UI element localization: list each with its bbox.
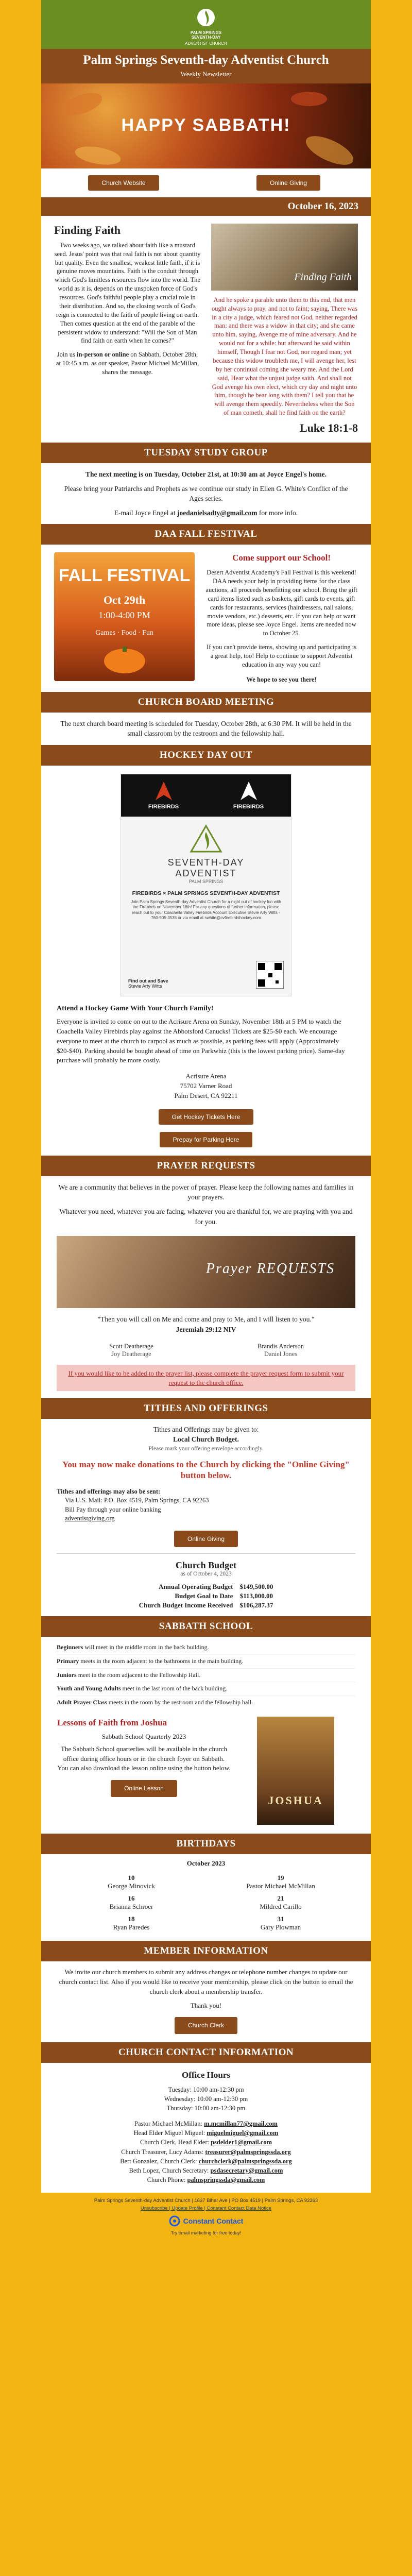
- prayer-hero: [57, 1236, 355, 1308]
- church-name: Palm Springs Seventh-day Adventist Church: [83, 53, 329, 67]
- ss-item: [57, 1669, 355, 1683]
- contact-role: Beth Lopez, Church Secretary: [129, 2166, 207, 2174]
- birthday-name: Pastor Michael McMillan: [246, 1882, 315, 1890]
- ss-item-head: Primary: [57, 1657, 79, 1665]
- member-band: MEMBER INFORMATION: [41, 1941, 371, 1961]
- member-section: [41, 1961, 371, 2042]
- fall-body: Desert Adventist Academy's Fall Festival is this weekend! DAA needs your help in providing items for the class auctions, all proceeds benefitting our school. Bring the gift card items listed such as baskets, gift cards to events, gift cards for restaurants, services (hairdressers, nail salons, movie vendors, etc.) desserts, etc. If you can help or want more ideas, please see Joyce Engel. Items are needed now to October 25.: [205, 569, 357, 637]
- birthdays-section: [41, 1854, 371, 1941]
- ss-item-head: Juniors: [57, 1671, 77, 1679]
- join-bold: in-person or online: [77, 351, 129, 359]
- prayer-hero-text: Prayer REQUESTS: [205, 1261, 335, 1277]
- lesson-section: [41, 1712, 371, 1834]
- budget-line1-label: Annual Operating Budget: [158, 1583, 233, 1591]
- tuesday-band: TUESDAY STUDY GROUP: [41, 443, 371, 463]
- church-clerk-button[interactable]: Church Clerk: [175, 2017, 237, 2034]
- flyer-title: FALL FESTIVAL: [58, 566, 191, 586]
- sda-flame-icon: [188, 824, 224, 855]
- lesson-body: The Sabbath School quarterlies will be available in the church office during office hours or in the church foyer on Sabbath. You can also download the lesson online using the button below.: [57, 1745, 231, 1772]
- contact-row: Church Phone: palmspringssda@gmail.com: [147, 2176, 265, 2183]
- fall-body2: If you can't provide items, showing up and participating is a great help, too! Help to continue to support Adventist education in any way you can!: [207, 643, 357, 668]
- birthdays-sub: October 2023: [186, 1859, 226, 1868]
- faith-section: [41, 216, 371, 443]
- flyer-findout: Find out and Save: [128, 978, 168, 984]
- flyer-contact: Stevie Arty Witts: [128, 983, 162, 989]
- cc-badge[interactable]: [169, 2215, 244, 2227]
- ss-item-text: meets in the room by the restroom and the fellowship hall.: [108, 1698, 253, 1706]
- prayer-name1-sub: Joy Deatherage: [111, 1350, 151, 1358]
- tithes-band: TITHES AND OFFERINGS: [41, 1398, 371, 1419]
- cc-brand: Constant Contact: [183, 2217, 244, 2225]
- hockey-tickets-button[interactable]: Get Hockey Tickets Here: [159, 1109, 254, 1125]
- tuesday-section: [41, 463, 371, 524]
- office-hours2: Wednesday: 10:00 am-12:30 pm: [164, 2095, 248, 2103]
- mail-head: Tithes and offerings may also be sent:: [57, 1487, 161, 1495]
- contact-email[interactable]: psdelder1@gmail.com: [211, 2139, 272, 2146]
- tithes-section: [41, 1419, 371, 1553]
- ss-item-text: will meet in the middle room in the back building.: [84, 1643, 209, 1651]
- ss-item: [57, 1641, 355, 1655]
- contact-role: Head Elder Miguel Miguel: [133, 2129, 203, 2137]
- faith-left-text: Two weeks ago, we talked about faith like a mustard seed. Jesus' point was that real faith is not about quantity but quality. Even the smallest, weakest little faith, if it is genuine moves mountains. Faith is the conduit through which God's limitless resources flow into the world. The world as it is, depends on the unspoken force of God's resources. God's faithful people play a crucial role in their distribution. And so, the closing words of God's reign is connected to the faith of people living on earth. Then comes question at the end of the parable of the persistent widow to understand: "Will the Son of Man find faith on earth when he comes?": [54, 241, 201, 345]
- faith-scripture: And he spoke a parable unto them to this end, that men ought always to pray, and not to faint; saying, There was in a city a judge, which feared not God, neither regarded man: and there was a widow in that city; and she came unto him, saying, Avenge me of mine adversary. And he would not for a while: but afterward he said within himself, Though I fear not God, nor regard man; yet because this widow troubleth me, I will avenge her, lest by her continual coming she weary me. And the Lord said, Hear what the unjust judge saith. And shall not God avenge his own elect, which cry day and night unto him, though he bear long with them? I tell you that he will avenge them speedily. Nevertheless when the Son of man cometh, shall he find faith on the earth?: [212, 296, 357, 417]
- tithes-mail: [57, 1487, 355, 1523]
- church-logo: [175, 7, 237, 39]
- contact-row: Church Treasurer, Lucy Adams: treasurer@palmspringssda.org: [121, 2148, 291, 2156]
- contact-row: Church Clerk, Head Elder: psdelder1@gmail.com: [140, 2139, 272, 2146]
- birthday-name: Ryan Paredes: [113, 1923, 150, 1931]
- birthday-name: Brianna Schroer: [109, 1903, 153, 1911]
- contact-email[interactable]: m.mcmillan77@gmail.com: [204, 2120, 278, 2128]
- budget-line3-value: $106,287.37: [239, 1601, 273, 1609]
- contact-email[interactable]: miguelmiguel@gmail.com: [207, 2129, 279, 2137]
- tuesday-line3: [57, 508, 355, 518]
- faith-reference: Luke 18:1-8: [299, 421, 358, 434]
- logo-line1: PALM SPRINGS: [190, 30, 222, 35]
- birthday-date: 10: [128, 1874, 135, 1882]
- ss-item-text: meet in the room adjacent to the Fellowship Hall.: [78, 1671, 201, 1679]
- flyer-date: Oct 29th: [103, 594, 146, 607]
- fall-heading: Come support our School!: [232, 553, 331, 563]
- board-band: CHURCH BOARD MEETING: [41, 692, 371, 713]
- ss-item-text: meet in the last room of the back building.: [122, 1685, 228, 1692]
- office-hours1: Tuesday: 10:00 am-12:30 pm: [168, 2086, 244, 2093]
- fall-band: DAA FALL FESTIVAL: [41, 524, 371, 545]
- hero-image: [41, 83, 371, 168]
- member-text: We invite our church members to submit any address changes or telephone number changes to update our church contact list. Also if you would like to receive your membership, please click on the button to email the church clerk about a membership transfer.: [59, 1968, 353, 1996]
- flyer-sub: Games · Food · Fun: [95, 629, 153, 637]
- prayer-verse-block: [41, 1315, 371, 1339]
- faith-image-caption: Finding Faith: [294, 271, 352, 283]
- contact-email[interactable]: churchclerk@palmspringssda.org: [198, 2157, 292, 2165]
- contact-row: Head Elder Miguel Miguel: miguelmiguel@gmail.com: [133, 2129, 279, 2137]
- mail-item1: Via U.S. Mail: P.O. Box 4519, Palm Springs, CA 92263: [65, 1497, 209, 1504]
- prayer-name1: Scott Deatherage: [109, 1343, 153, 1350]
- ss-item-head: Adult Prayer Class: [57, 1698, 107, 1706]
- lesson-sub: Sabbath School Quarterly 2023: [101, 1733, 186, 1741]
- mail-item3[interactable]: adventistgiving.org: [65, 1515, 115, 1522]
- sabbath-list: [41, 1637, 371, 1712]
- prayer-verse-ref: Jeremiah 29:12 NIV: [176, 1326, 236, 1334]
- fall-flyer: [54, 552, 195, 681]
- tuesday-email-prefix: E-mail Joyce Engel at: [114, 509, 178, 517]
- contact-role: Bert Gonzalez, Church Clerk: [120, 2157, 195, 2165]
- prayer-p1: We are a community that believes in the power of prayer. Please keep the following names and families in your prayers.: [58, 1183, 354, 1201]
- logo-flame-icon: [175, 7, 237, 28]
- faith-image: [211, 224, 358, 291]
- birthday-row: [57, 1892, 355, 1913]
- prayer-note[interactable]: If you would like to be added to the prayer list, please complete the prayer request form to submit your request to the church office.: [57, 1365, 355, 1391]
- prayer-verse: "Then you will call on Me and come and pray to Me, and I will listen to you.": [97, 1315, 315, 1324]
- ss-item-head: Beginners: [57, 1643, 83, 1651]
- tithes-church: Local Church Budget.: [173, 1435, 239, 1444]
- hockey-body: Everyone is invited to come on out to the Acrisure Arena on Sunday, November 18th at 5 PM to watch the Coachella Valley Firebirds play against the Abbotsford Canucks! Tickets are $25-$0 each. We encourage everyone to meet at the church to carpool as much as possible, as parking fees will apply (Approximately $20-$40). Parking should be bought ahead of time on Parkwhiz (this is the lowest parking price). Same-day purchase will probably be more costly.: [57, 1018, 345, 1064]
- header: [41, 0, 371, 49]
- sda-small: PALM SPRINGS: [188, 878, 224, 884]
- faith-join-text: [54, 350, 201, 377]
- contact-role: Church Clerk, Head Elder: [140, 2139, 208, 2146]
- tithes-line2: Please mark your offering envelope accordingly.: [148, 1445, 264, 1452]
- sda-word2: ADVENTIST: [175, 868, 237, 878]
- birthday-date: 19: [277, 1874, 284, 1882]
- hockey-text: [41, 1002, 371, 1106]
- cc-sub: Try email marketing for free today!: [170, 2230, 242, 2235]
- birthday-date: 16: [128, 1894, 135, 1903]
- tithes-line1: Tithes and Offerings may be given to:: [153, 1426, 259, 1434]
- budget-title: Church Budget: [175, 1560, 237, 1571]
- flyer-bottom: [128, 961, 284, 989]
- birthday-date: 31: [277, 1915, 284, 1923]
- footer: [41, 2193, 371, 2235]
- prayer-section: [41, 1176, 371, 1229]
- contact-email[interactable]: treasurer@palmspringssda.org: [205, 2148, 291, 2156]
- tuesday-email-link[interactable]: joedanielsadty@gmail.com: [177, 509, 258, 517]
- book-title: JOSHUA: [268, 1794, 323, 1807]
- ss-item-text: meets in the room adjacent to the bathrooms in the main building.: [80, 1657, 244, 1665]
- flyer-body: Join Palm Springs Seventh-day Adventist Church for a night out of hockey fun with the Firebirds on November 18th! For any questions of further information, please reach out to your Coachella Valley Firebirds Account Executive Stevie Arty Witts · 760-905-3535 or via email at swhite@cvfirebirdshockey.com: [131, 899, 281, 920]
- contact-row: Beth Lopez, Church Secretary: psdasecretary@gmail.com: [129, 2166, 283, 2174]
- ss-item: [57, 1682, 355, 1696]
- contact-role: Church Phone: [147, 2176, 184, 2183]
- birthday-row: [57, 1913, 355, 1934]
- header-buttons: [41, 168, 371, 197]
- prayer-p2: Whatever you need, whatever you are facing, whatever you are thankful for, we are praying with you and for you.: [59, 1207, 353, 1226]
- firebird-icon: [153, 781, 174, 801]
- constant-contact-icon: [169, 2215, 180, 2227]
- hockey-venue: [57, 1072, 355, 1101]
- contact-row: Bert Gonzalez, Church Clerk: churchclerk@palmspringssda.org: [120, 2157, 292, 2165]
- contact-email[interactable]: palmspringssda@gmail.com: [187, 2176, 265, 2183]
- join-rest: on Sabbath, October 28th, at 10:45 a.m. as our speaker, Pastor Michael McMillan, shares the message.: [56, 351, 199, 376]
- newsletter-subtitle: Weekly Newsletter: [180, 70, 232, 78]
- budget-section: [41, 1554, 371, 1616]
- contact-row: Pastor Michael McMillan: m.mcmillan77@gmail.com: [134, 2120, 278, 2128]
- venue-addr2: Palm Desert, CA 92211: [174, 1092, 238, 1100]
- venue-name: Acrisure Arena: [185, 1072, 227, 1080]
- budget-asof: as of October 4, 2023: [180, 1571, 232, 1578]
- budget-line2-label: Budget Goal to Date: [175, 1592, 233, 1600]
- budget-line3-label: Church Budget Income Received: [139, 1601, 233, 1609]
- prayer-band: PRAYER REQUESTS: [41, 1156, 371, 1176]
- flyer-teams: [121, 774, 291, 817]
- birthday-date: 18: [128, 1915, 135, 1923]
- hockey-flyer: [121, 774, 291, 996]
- member-thanks: Thank you!: [190, 2001, 222, 2009]
- tithes-red: You may now make donations to the Church by clicking the "Online Giving" button below.: [62, 1460, 350, 1481]
- qr-code-icon: [256, 961, 284, 989]
- date-band: October 16, 2023: [41, 197, 371, 216]
- join-prefix: Join us: [57, 351, 77, 359]
- contact-role: Church Treasurer, Lucy Adams: [121, 2148, 202, 2156]
- team1-logo: [148, 781, 179, 810]
- tithes-giving-button[interactable]: Online Giving: [174, 1531, 238, 1548]
- sabbath-band: SABBATH SCHOOL: [41, 1616, 371, 1637]
- budget-line2-value: $113,000.00: [239, 1592, 273, 1600]
- logo-line3: ADVENTIST CHURCH: [185, 41, 227, 46]
- team2-logo: [233, 781, 264, 810]
- mail-item2: Bill Pay through your online banking: [65, 1505, 161, 1513]
- office-hours3: Thursday: 10:00 am-12:30 pm: [166, 2105, 246, 2112]
- tuesday-email-suffix: for more info.: [257, 509, 298, 517]
- ss-item-head: Youth and Young Adults: [57, 1685, 121, 1692]
- lesson-title: Lessons of Faith from Joshua: [57, 1718, 167, 1728]
- faith-title: Finding Faith: [54, 223, 121, 236]
- prayer-name2-sub: Daniel Jones: [264, 1350, 298, 1358]
- logo-line2: SEVENTH-DAY: [191, 35, 221, 40]
- title-block: [41, 49, 371, 83]
- newsletter: [41, 0, 371, 2193]
- birthday-name: George Minovick: [108, 1882, 155, 1890]
- parking-button[interactable]: Prepay for Parking Here: [160, 1132, 253, 1147]
- online-lesson-button[interactable]: Online Lesson: [111, 1780, 177, 1797]
- contact-email[interactable]: psdasecretary@gmail.com: [210, 2166, 283, 2174]
- team1-name: FIREBIRDS: [148, 804, 179, 810]
- contact-role: Pastor Michael McMillan: [134, 2120, 201, 2128]
- tuesday-lead: The next meeting is on Tuesday, October 21st, at 10:30 am at Joyce Engel's home.: [85, 470, 327, 478]
- online-giving-button[interactable]: Online Giving: [256, 175, 320, 191]
- venue-addr1: 75702 Varner Road: [180, 1082, 232, 1090]
- hockey-buttons: [41, 1106, 371, 1156]
- sda-logo: [121, 817, 291, 884]
- footer-address: Palm Springs Seventh-day Adventist Church | 1637 Bihar Ave | PO Box 4519 | Palm Springs, CA 92263: [94, 2198, 318, 2204]
- birthday-name: Gary Plowman: [260, 1923, 301, 1931]
- birthday-row: [57, 1872, 355, 1892]
- fall-section: [41, 545, 371, 691]
- birthdays-band: BIRTHDAYS: [41, 1834, 371, 1854]
- prayer-names: [41, 1339, 371, 1365]
- budget-line1-value: $149,500.00: [239, 1583, 273, 1591]
- fall-closing: We hope to see you there!: [246, 675, 317, 683]
- prayer-name2: Brandis Anderson: [258, 1343, 304, 1350]
- team2-name: FIREBIRDS: [233, 804, 264, 810]
- pumpkin-icon: [94, 643, 156, 674]
- lesson-book-cover: [257, 1717, 334, 1825]
- office-title: Office Hours: [182, 2070, 230, 2080]
- birthday-date: 21: [277, 1894, 284, 1903]
- board-text: The next church board meeting is scheduled for Tuesday, October 28th, at 6:30 PM. It will be held in the small classroom by the restroom and the fellowship hall.: [60, 719, 352, 738]
- hockey-section: [41, 766, 371, 1002]
- hockey-title: Attend a Hockey Game With Your Church Family!: [57, 1004, 214, 1012]
- contact-section: [41, 2063, 371, 2193]
- ss-item: [57, 1696, 355, 1709]
- firebird-icon-2: [238, 781, 259, 801]
- contact-band: CHURCH CONTACT INFORMATION: [41, 2042, 371, 2063]
- flyer-time: 1:00-4:00 PM: [98, 610, 150, 621]
- birthday-name: Mildred Carillo: [260, 1903, 302, 1911]
- hero-text: HAPPY SABBATH!: [121, 115, 291, 135]
- church-website-button[interactable]: Church Website: [88, 175, 159, 191]
- ss-item: [57, 1655, 355, 1669]
- footer-links[interactable]: Unsubscribe | Update Profile | Constant Contact Data Notice: [140, 2206, 272, 2211]
- tuesday-line2: Please bring your Patriarchs and Prophets as we continue our study in Ellen G. White's Conflict of the Ages series.: [64, 484, 348, 503]
- sda-word: SEVENTH-DAY: [167, 857, 245, 868]
- hockey-band: HOCKEY DAY OUT: [41, 745, 371, 766]
- flyer-caption: FIREBIRDS × PALM SPRINGS SEVENTH-DAY ADVENTIST: [132, 890, 280, 896]
- contact-list: [57, 2119, 355, 2184]
